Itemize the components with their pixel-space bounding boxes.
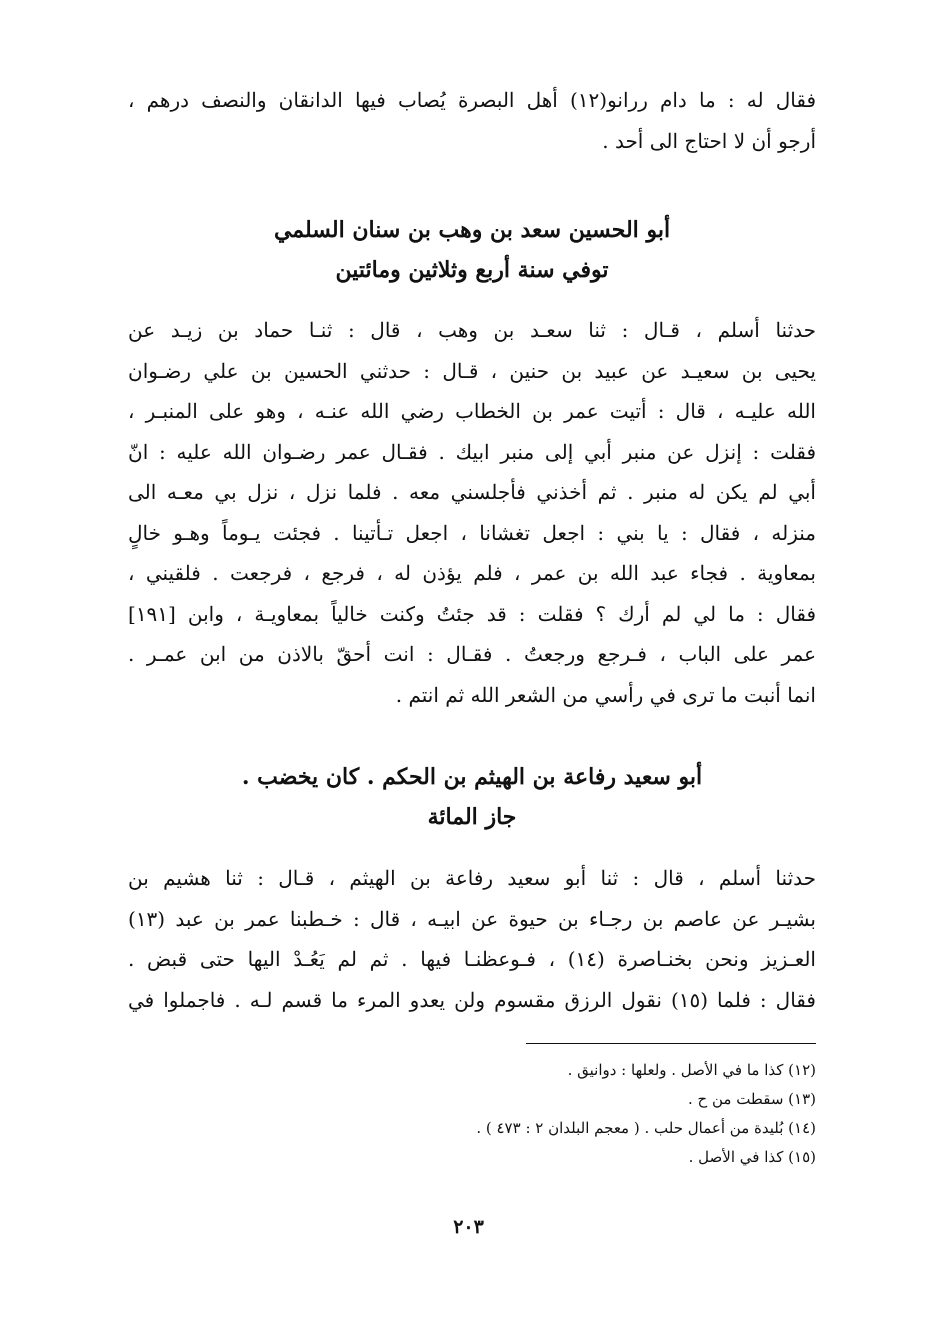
paragraph-line: حدثنا أسلم ، قال : ثنا أبو سعيد رفاعة بن الهيثم ، قـال : ثنا هشيم بن [128, 866, 816, 890]
section1-title-line: توفي سنة أربع وثلاثين ومائتين [335, 257, 609, 283]
paragraph-line: فقلت : إنزل عن منبر أبي إلى منبر ابيك . فقـال عمر رضـوان الله عليه : انّ [128, 439, 816, 464]
paragraph-line: فقال له : ما دام ررانو(١٢) أهل البصرة يُصاب فيها الدانقان والنصف درهم ، [128, 88, 816, 112]
footnotes [316, 1056, 816, 1172]
paragraph-line: حدثنا أسلم ، قـال : ثنا سعـد بن وهب ، قال : ثنـا حماد بن زيـد عن [128, 318, 816, 342]
top-paragraph [128, 80, 816, 161]
page-number: ٢٠٣ [453, 1216, 484, 1238]
section2-title [128, 757, 816, 837]
paragraph-line: انما أنبت ما ترى في رأسي من الشعر الله ثم انتم . [395, 682, 816, 707]
paragraph-line: أبي لم يكن له منبر . ثم أخذني فأجلسني معه . فلما نزل ، نزل بي معـه الى [128, 480, 816, 504]
paragraph-line: فقال : فلما (١٥) نقول الرزق مقسوم ولن يعدو المرء ما قسم لـه . فاجملوا في [128, 987, 816, 1012]
section1-title [128, 210, 816, 290]
footnote: (١٢) كذا ما في الأصل . ولعلها : دوانيق . [567, 1061, 816, 1079]
paragraph-line: أرجو أن لا احتاج الى أحد . [602, 128, 816, 153]
section2-paragraph [128, 858, 816, 1020]
paragraph-line: يحيى بن سعيـد عن عبيد بن حنين ، قـال : حدثني الحسين بن علي رضـوان [128, 358, 816, 383]
footnote: (١٤) بُليدة من أعمال حلب . ( معجم البلدان ٢ : ٤٧٣ ) . [476, 1119, 816, 1137]
paragraph-line: بشيـر عن عاصم بن رجـاء بن حيوة عن ابيـه ، قال : خـطبنا عمر بن عبد (١٣) [128, 906, 816, 931]
paragraph-line: بمعاوية . فجاء عبد الله بن عمر ، فلم يؤذن له ، فرجع ، فرجعت . فلقيني ، [128, 561, 816, 585]
section1-title-line: أبو الحسين سعد بن وهب بن سنان السلمي [273, 217, 671, 243]
paragraph-line: فقال : ما لي لم أرك ؟ فقلت : قد جئتُ وكنت خالياً بمعاويـة ، وابن [١٩١] [128, 601, 816, 626]
footnote-divider [526, 1043, 816, 1044]
paragraph-line: منزله ، فقال : يا بني : اجعل تغشانا ، اجعل تـأتينا . فجئت يـوماً وهـو خالٍ [128, 520, 816, 545]
footnote: (١٣) سقطت من ح . [687, 1090, 816, 1108]
footnote: (١٥) كذا في الأصل . [688, 1148, 816, 1166]
section2-title-line: أبو سعيد رفاعة بن الهيثم بن الحكم . كان يخضب . [241, 764, 703, 790]
paragraph-line: الله عليـه ، قال : أتيت عمر بن الخطاب رضي الله عنـه ، وهو على المنبـر ، [128, 399, 816, 423]
section1-paragraph [128, 310, 816, 715]
paragraph-line: العـزيز ونحن بخنـاصرة (١٤) ، فـوعظنـا فيها . ثم لم يَعُـدْ اليها حتى قبض . [128, 947, 816, 971]
section2-title-line: جاز المائة [427, 804, 517, 830]
paragraph-line: عمر على الباب ، فـرجع ورجعتُ . فقـال : انت أحقّ بالاذن من ابن عمـر . [128, 642, 816, 666]
